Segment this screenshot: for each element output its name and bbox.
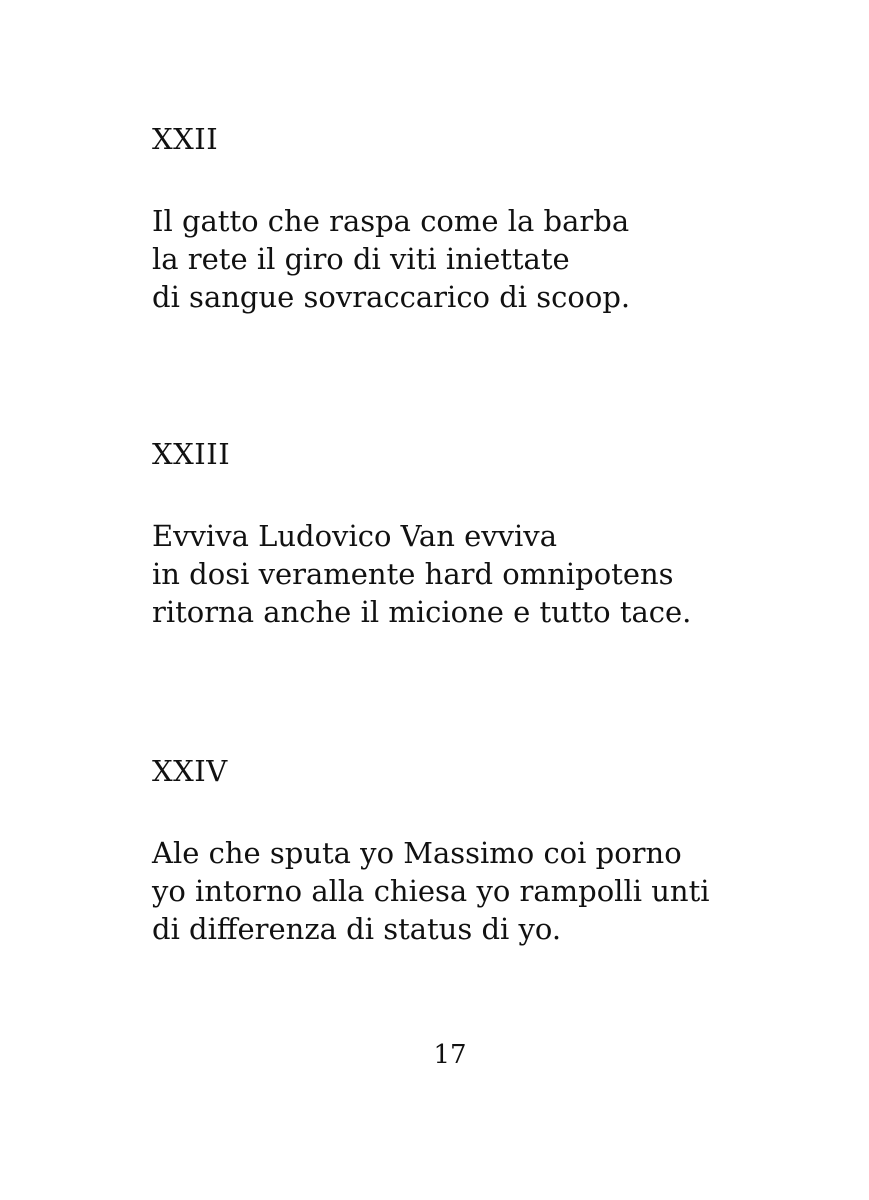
poem-line: in dosi veramente hard omnipotens [152, 557, 674, 591]
poem-line: Il gatto che raspa come la barba [152, 204, 630, 238]
poem-line: la rete il giro di viti iniettate [152, 242, 570, 276]
poem-xxiv [152, 754, 792, 948]
poem-number: XXIV [152, 754, 228, 788]
poem-line: Evviva Ludovico Van evviva [152, 519, 557, 553]
poem-line: di sangue sovraccarico di scoop. [152, 280, 631, 314]
page-number: 17 [433, 1040, 467, 1070]
poem-xxiii [152, 437, 792, 631]
poem-number: XXIII [152, 437, 231, 471]
poem-number: XXII [152, 122, 219, 156]
poem-text [152, 202, 792, 316]
poem-line: yo intorno alla chiesa yo rampolli unti [152, 874, 710, 908]
poem-line: di differenza di status di yo. [152, 912, 562, 946]
poem-line: ritorna anche il micione e tutto tace. [152, 595, 692, 629]
poem-text [152, 517, 792, 631]
poem-xxii [152, 122, 792, 316]
poem-text [152, 834, 792, 948]
poem-line: Ale che sputa yo Massimo coi porno [152, 836, 682, 870]
